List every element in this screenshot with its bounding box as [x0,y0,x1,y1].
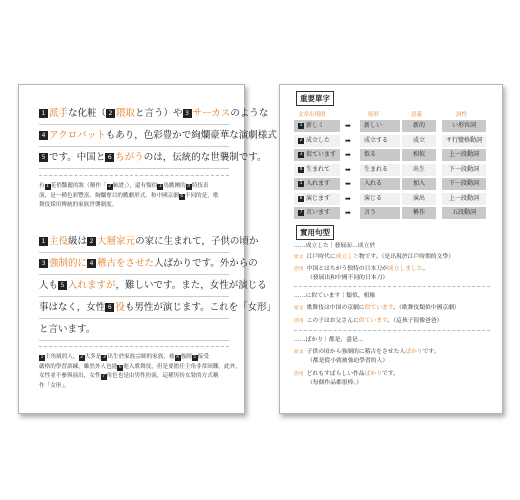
vocab-form: 生まれて [306,165,331,173]
vocab-form-cell [294,135,340,147]
note-number: 1 [39,237,48,246]
chinese-translation-1 [39,182,229,211]
kabuki-paragraph-1 [39,103,277,169]
vocab-part-of-speech: サ行變格動詞 [442,135,486,147]
vocab-base-form: 成立する [360,135,400,147]
note-number: 1 [39,109,48,118]
divider [294,286,490,287]
note-number: 4 [39,131,48,140]
note-number: 6 [180,193,184,199]
note-number: 4 [299,166,303,172]
text: のは，伝統的な世襲制です。 [143,152,267,163]
column-header: 意義 [411,112,423,118]
text: 。（歌舞伎類似中國京劇） [393,305,460,311]
pattern-head: ……ばかり｜都是、盡是… [294,337,364,343]
note-number: 1 [46,184,50,189]
arrow-right-icon: ➡ [345,209,351,217]
note-number: 5 [299,181,303,186]
vocab-form-cell [294,164,340,176]
example-label: 活用 [294,319,304,324]
highlight-word: 隈取 [116,108,136,119]
vocab-meaning: 稱作 [402,207,436,219]
column-header: 原形 [368,112,380,118]
text: と言います。 [39,324,96,335]
vocab-meaning: 出生 [402,164,436,176]
highlight-word: 似ています [358,318,388,324]
text: 物です。（是出現於江戶時期的文學） [358,254,454,260]
note-number: 4 [187,184,191,189]
text: も男性が演じます。これを「女形」 [124,302,277,313]
vocab-base-form: 入れる [360,178,400,190]
arrow-right-icon: ➡ [345,180,351,188]
chinese-translation-2 [39,353,241,391]
text: 主角級的人， [45,354,79,360]
text: 人も [39,280,59,291]
highlight-word: ばかり [405,349,423,355]
note-number: 4 [87,259,96,268]
note-number: 3 [102,355,106,360]
note-number: 6 [118,364,122,370]
jp-line [39,103,269,125]
note-number: 6 [299,195,303,201]
text: 角色也是由男性扮演，這種男扮女裝的方式稱 [106,373,219,380]
example-label: 原文 [294,306,304,311]
vocab-form-cell [294,120,340,132]
vocab-base-form: 演じる [360,193,400,205]
divider [39,346,229,347]
vocab-form: 言います [306,209,331,216]
text: 大多是 [84,354,102,360]
note-number: 1 [299,123,303,128]
highlight-word: 強制的に [49,258,88,269]
vocab-form: 似ています [306,151,337,158]
vocab-part-of-speech: 下一段動詞 [442,178,486,190]
example-label: 活用 [294,267,304,272]
pattern-head: ……成立した｜發展而…成立於 [294,243,376,249]
zh-line [39,182,229,192]
note-number: 5 [58,281,67,290]
pattern-example [294,304,494,314]
note-number: 5 [193,355,197,360]
highlight-word: 主役 [49,236,69,247]
jp-line [39,147,267,169]
text: の家に生まれて，子供の頃か [135,236,259,247]
vocab-form-cell [294,149,340,161]
text: 江戸時代に [306,254,336,260]
vocab-row [294,119,489,133]
pattern-example [294,317,494,327]
highlight-word: 成立した [335,254,359,260]
vocab-form-cell [294,207,340,219]
arrow-right-icon: ➡ [345,151,351,159]
text: 強制 [180,354,192,360]
vocab-base-form: 新しい [360,120,400,132]
highlight-word: 成立しました [387,266,423,272]
translation: （每個作品都很棒。） [307,380,363,386]
vocab-section-title: 重要單字 [296,91,334,106]
highlight-word: 大層 [97,236,117,247]
vocab-part-of-speech: い形容詞 [442,120,486,132]
note-number: 7 [299,210,303,215]
note-number: 1 [40,355,44,360]
text: 舞伎採用傳統的家族世襲制度。 [39,202,118,209]
highlight-word: アクロバット [49,130,106,141]
arrow-right-icon: ➡ [345,194,351,203]
jp-line [39,319,229,341]
text: もあり，色彩豊かで絢爛豪華な演劇様式 [105,130,277,141]
text: 人ばかりです。外からの [154,258,258,269]
example-label: 原文 [294,350,304,355]
highlight-word: 似ています [364,305,394,311]
text: 。 [422,266,429,272]
text: 臉譜」），還有類似 [112,183,158,189]
example-label: 原文 [294,255,304,260]
text: です。中国と [49,152,106,163]
highlight-word: 家元 [116,236,136,247]
vocab-base-form: 似る [360,149,400,161]
arrow-right-icon: ➡ [345,136,351,145]
vocab-row [294,134,489,148]
kabuki-paragraph-2 [39,231,277,341]
left-page [18,84,277,414]
jp-line [39,275,267,297]
note-number: 5 [39,153,48,162]
text: です。 [382,371,399,377]
text: この子はお父さんに [306,318,359,324]
text: 中国の京劇に [329,305,365,311]
vocab-row [294,148,489,162]
right-page [279,84,503,414]
zh-line [39,353,229,363]
text: 級は [68,236,88,247]
pattern-section-title: 實用句型 [296,225,334,240]
note-number: 3 [299,152,303,157]
text: 独特の日本刀が [347,266,388,272]
vocab-meaning: 相似 [402,149,436,161]
translation: （都是從小就被強迫學習的人） [307,358,389,364]
text: 作「女形」。 [39,382,70,389]
text: と言う）や [135,108,183,119]
text: 事はなく，女性 [39,302,106,313]
highlight-word: サーカス [192,108,231,119]
text: 出生於家族宗師的家族，被 [107,354,175,360]
text: ，難しいです。また，女性が演じる [115,280,267,291]
text: な化粧（ [68,108,107,119]
highlight-word: 役 [115,302,125,313]
text: 花俏豔麗的妝（稱作「 [50,183,107,189]
text: 有 [39,183,45,189]
note-number: 6 [105,153,114,162]
highlight-word: 入れますが [68,280,116,291]
note-number: 2 [108,184,111,189]
vocab-meaning: 演出 [402,193,436,205]
text: 子供の頃から強制的に稽古をさせた人 [306,349,406,355]
vocab-form-cell [294,193,340,205]
vocab-form: 入れます [306,180,331,187]
vocab-row [294,177,489,191]
vocab-base-form: 生まれる [360,164,400,176]
vocab-row [294,192,489,206]
note-number: 2 [299,137,303,143]
vocab-base-form: 言う [360,207,400,219]
vocab-part-of-speech: 下一段動詞 [442,164,486,176]
jp-line [39,253,258,275]
note-number: 3 [39,259,48,268]
vocab-form: 新しく [306,122,325,129]
note-number: 2 [80,355,84,360]
note-number: 7 [102,374,105,380]
text: のような [230,108,269,119]
vocab-part-of-speech: 上一段動詞 [442,193,486,205]
column-header: 詞性 [456,112,468,118]
vocab-meaning: 新的 [402,120,436,132]
text: 演，是一種色彩豐富、絢爛奪目的戲劇形式。和中國京劇 [39,192,179,199]
note-number: 2 [87,237,96,246]
note-number: 6 [105,303,114,312]
arrow-right-icon: ➡ [345,165,351,174]
vocab-row [294,206,489,220]
note-number: 3 [183,109,192,118]
text: 歌舞伎は [306,305,330,311]
text: 特技表 [191,183,209,189]
highlight-word: 稽古をさせた [97,258,155,269]
jp-line [39,297,277,319]
pattern-example [294,253,494,263]
column-header: 文章出現的 [298,112,326,118]
vocab-row [294,163,489,177]
zh-line [39,363,241,373]
text: 不同的是，歌 [184,192,219,199]
jp-line [39,231,259,253]
vocab-part-of-speech: 上一段動詞 [442,149,486,161]
zh-line [39,201,229,211]
vocab-form: 成立した [306,136,331,144]
zh-line [39,372,229,382]
text: どれもすばらしい作品 [306,371,365,377]
example-label: 活用 [294,372,304,377]
text: 女性並不參與演出，女性 [39,373,101,380]
text: 嚴格的學習訓練，雖然外人也能 [39,363,118,370]
note-number: 2 [106,109,115,118]
zh-line [39,192,229,202]
text: 馬戲團的 [163,183,186,189]
zh-line [39,382,229,392]
text: 中国とはちがう [306,266,348,272]
vocab-meaning: 加入 [402,178,436,190]
highlight-word: ちがう [115,152,144,163]
highlight-word: 派手 [49,108,69,119]
text: 進入歌舞伎，但是要擔任主角非常困難。此外， [123,363,241,370]
divider [39,175,229,176]
highlight-word: ばかり [364,371,382,377]
vocab-form-cell [294,178,340,190]
vocab-form: 演じます [306,194,331,202]
note-number: 4 [176,355,179,360]
text: です。 [422,349,440,355]
divider [294,330,490,331]
translation: （發展出和中國不同的日本刀） [307,275,389,281]
jp-line [39,125,277,147]
arrow-right-icon: ➡ [345,122,351,130]
note-number: 3 [158,184,162,189]
text: 接受 [197,354,209,360]
pattern-head: ……に似ています｜類似、相像 [294,293,376,299]
vocab-meaning: 成立 [402,135,436,147]
text: 。（這孩子很像爸爸） [387,318,443,324]
vocab-part-of-speech: 五段動詞 [442,207,486,219]
